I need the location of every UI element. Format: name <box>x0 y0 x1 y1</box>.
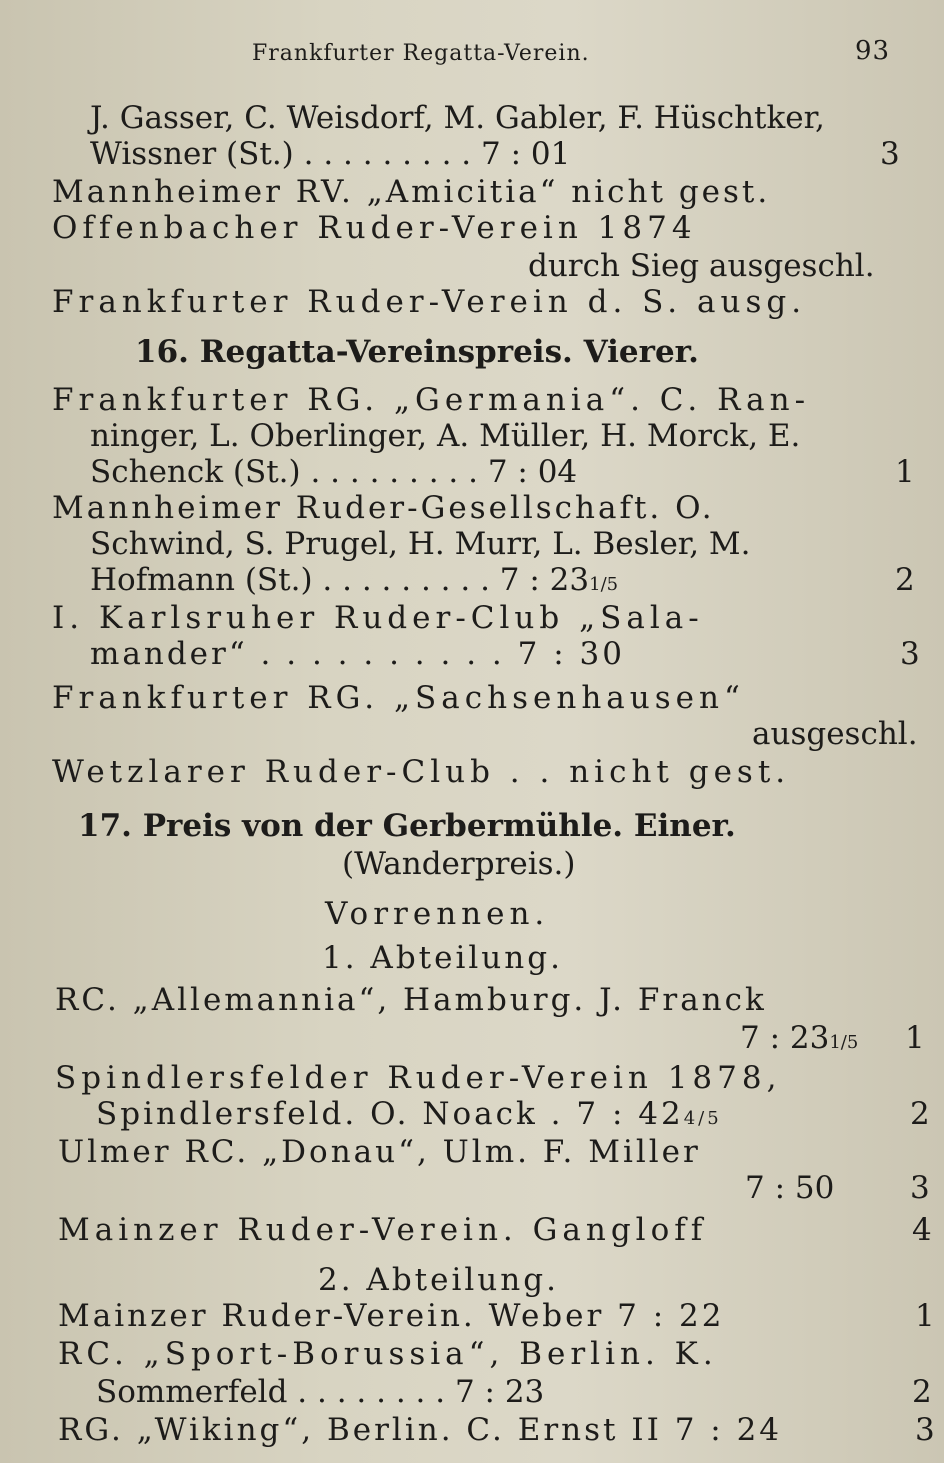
fraction: 1/5 <box>589 574 619 595</box>
text-line: Mannheimer RV. „Amicitia“ nicht gest. <box>52 174 771 210</box>
text-line: J. Gasser, C. Weisdorf, M. Gabler, F. Hüschtker, <box>90 100 825 136</box>
text-line: mander“ . . . . . . . . . . 7 : 30 <box>90 636 625 672</box>
section-subheading: (Wanderpreis.) <box>342 846 576 882</box>
section-heading: 16. Regatta-Vereinspreis. Vierer. <box>135 334 699 370</box>
place-number: 3 <box>910 1170 930 1206</box>
text-line <box>740 1020 858 1061</box>
subsection-heading: 1. Abteilung. <box>322 940 563 976</box>
text-line: Mainzer Ruder-Verein. Gangloff <box>58 1212 708 1248</box>
text-line: durch Sieg ausgeschl. <box>528 248 875 284</box>
text-line: Spindlersfelder Ruder-Verein 1878, <box>55 1060 782 1096</box>
text-line: Offenbacher Ruder-Verein 1874 <box>52 210 697 246</box>
text-line: Frankfurter RG. „Sachsenhausen“ <box>52 680 745 716</box>
page-number: 93 <box>855 36 891 66</box>
place-number: 2 <box>895 562 915 598</box>
text-line <box>90 562 618 603</box>
place-number: 1 <box>915 1298 935 1334</box>
text: 7 : 23 <box>740 1020 830 1056</box>
text-line: RC. „Sport-Borussia“, Berlin. K. <box>58 1336 718 1372</box>
text-line: Wetzlarer Ruder-Club . . nicht gest. <box>52 754 791 790</box>
text-line: Sommerfeld . . . . . . . . 7 : 23 <box>96 1374 545 1410</box>
text-line <box>96 1096 722 1137</box>
text-line: Schwind, S. Prugel, H. Murr, L. Besler, M. <box>90 526 751 562</box>
place-number: 4 <box>912 1212 932 1248</box>
text-line: Mainzer Ruder-Verein. Weber 7 : 22 <box>58 1298 725 1334</box>
fraction: 4/5 <box>683 1108 722 1129</box>
text-line: Frankfurter RG. „Germania“. C. Ran- <box>52 382 811 418</box>
text: Spindlersfeld. O. Noack . 7 : 42 <box>96 1096 684 1132</box>
text-line: Ulmer RC. „Donau“, Ulm. F. Miller <box>58 1134 701 1170</box>
text-line: RG. „Wiking“, Berlin. C. Ernst II 7 : 24 <box>58 1412 783 1448</box>
place-number: 1 <box>895 454 915 490</box>
subsection-heading: Vorrennen. <box>325 896 550 932</box>
place-number: 3 <box>900 636 920 672</box>
section-heading: 17. Preis von der Gerbermühle. Einer. <box>78 808 736 844</box>
place-number: 1 <box>905 1020 925 1056</box>
place-number: 3 <box>915 1412 935 1448</box>
fraction: 1/5 <box>829 1032 859 1053</box>
text-line: ninger, L. Oberlinger, A. Müller, H. Morck, E. <box>90 418 801 454</box>
place-number: 2 <box>912 1374 932 1410</box>
text-line: Mannheimer Ruder-Gesellschaft. O. <box>52 490 715 526</box>
text-line: Frankfurter Ruder-Verein d. S. ausg. <box>52 284 807 320</box>
text-line: RC. „Allemannia“, Hamburg. J. Franck <box>55 982 767 1018</box>
text: Hofmann (St.) . . . . . . . . . 7 : 23 <box>90 562 590 598</box>
subsection-heading: 2. Abteilung. <box>318 1262 559 1298</box>
place-number: 2 <box>910 1096 930 1132</box>
text-line: Wissner (St.) . . . . . . . . . 7 : 01 <box>90 136 571 172</box>
text-line: 7 : 50 <box>745 1170 835 1206</box>
text-line: ausgeschl. <box>752 716 918 752</box>
place-number: 3 <box>880 136 900 172</box>
text-line: I. Karlsruher Ruder-Club „Sala- <box>52 600 704 636</box>
running-title: Frankfurter Regatta-Verein. <box>252 41 590 66</box>
text-line: Schenck (St.) . . . . . . . . . 7 : 04 <box>90 454 578 490</box>
